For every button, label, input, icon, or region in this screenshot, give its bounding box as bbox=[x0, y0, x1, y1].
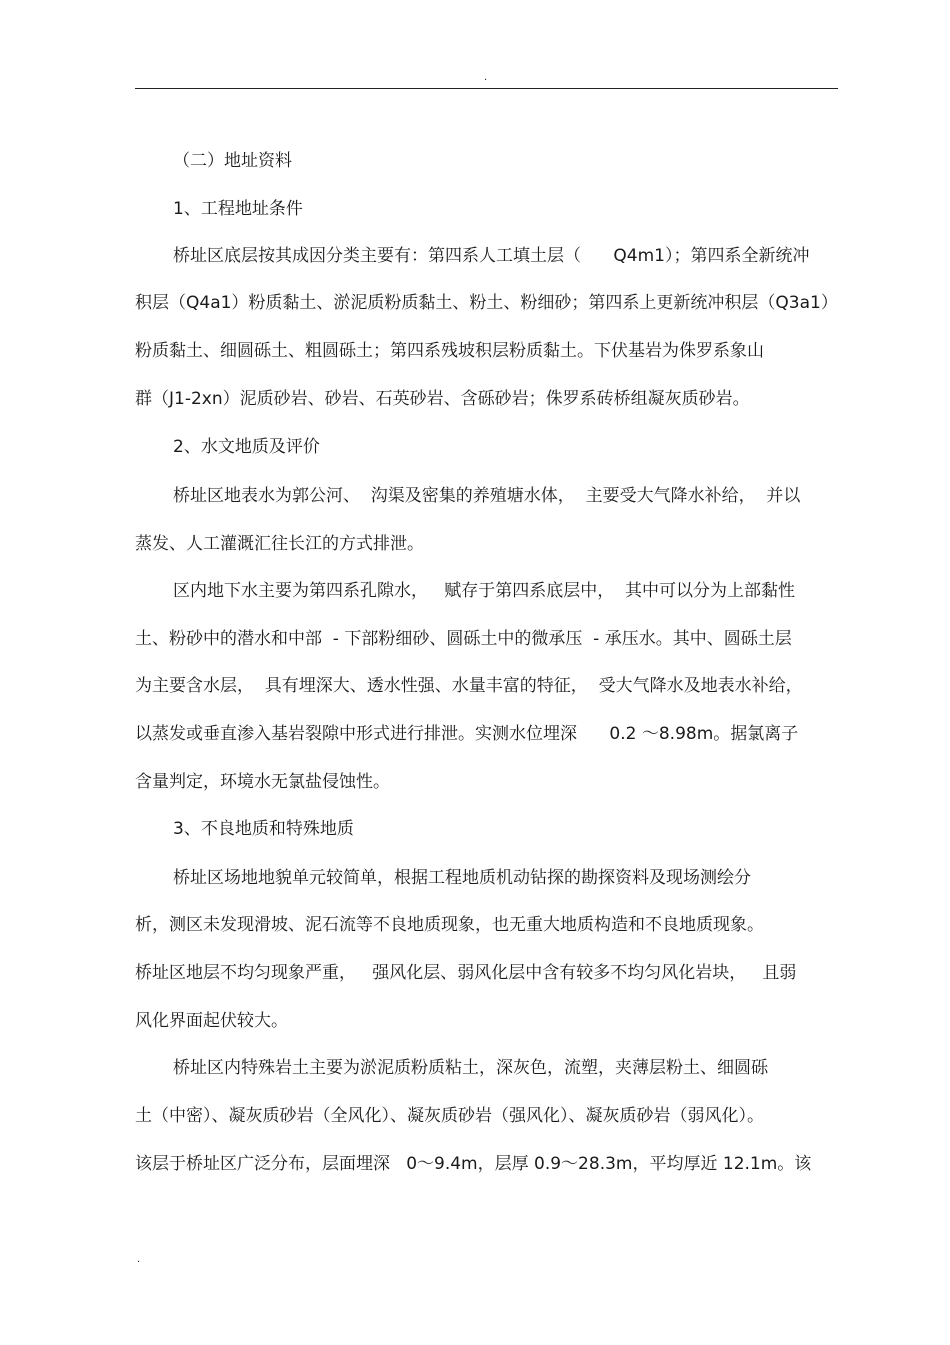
subsection-heading: 3、不良地质和特殊地质 bbox=[173, 819, 354, 839]
header-dot: . bbox=[484, 72, 488, 83]
paragraph-line: 积层（Q4a1）粉质黏土、淤泥质粉质黏土、粉土、粉细砂；第四系上更新统冲积层（Q3a1） bbox=[135, 293, 838, 313]
paragraph-line: 桥址区地表水为郭公河、 沟渠及密集的养殖塘水体， 主要受大气降水补给， 并以 bbox=[173, 486, 801, 506]
paragraph-line: 桥址区内特殊岩土主要为淤泥质粉质粘土，深灰色，流塑，夹薄层粉土、细圆砾 bbox=[173, 1058, 768, 1078]
subsection-heading: 1、工程地址条件 bbox=[173, 199, 303, 219]
paragraph-line: 风化界面起伏较大。 bbox=[135, 1011, 288, 1031]
header-rule bbox=[135, 88, 838, 89]
paragraph-line: 含量判定，环境水无氯盐侵蚀性。 bbox=[135, 772, 390, 792]
paragraph-line: 蒸发、人工灌溉汇往长江的方式排泄。 bbox=[135, 534, 424, 554]
paragraph-line: 区内地下水主要为第四系孔隙水， 赋存于第四系底层中， 其中可以分为上部黏性 bbox=[173, 581, 796, 601]
paragraph-line: 该层于桥址区广泛分布，层面埋深 0～9.4m，层厚 0.9～28.3m，平均厚近 12.1m。该 bbox=[135, 1154, 812, 1174]
paragraph-line: 粉质黏土、细圆砾土、粗圆砾土；第四系残坡积层粉质黏土。下伏基岩为侏罗系象山 bbox=[135, 341, 764, 361]
paragraph-line: 为主要含水层， 具有埋深大、透水性强、水量丰富的特征， 受大气降水及地表水补给， bbox=[135, 676, 803, 696]
footer-dot: . bbox=[137, 1254, 141, 1265]
paragraph-line: 桥址区底层按其成因分类主要有：第四系人工填土层（ Q4m1）；第四系全新统冲 bbox=[173, 246, 810, 266]
paragraph-line: 土、粉砂中的潜水和中部 - 下部粉细砂、圆砾土中的微承压 - 承压水。其中、圆砾土层 bbox=[135, 629, 792, 649]
paragraph-line: 土（中密）、凝灰质砂岩（全风化）、凝灰质砂岩（强风化）、凝灰质砂岩（弱风化）。 bbox=[135, 1106, 764, 1126]
paragraph-line: 以蒸发或垂直渗入基岩裂隙中形式进行排泄。实测水位埋深 0.2 ～8.98m。据氯离子 bbox=[135, 724, 799, 744]
paragraph-line: 析，测区未发现滑坡、泥石流等不良地质现象，也无重大地质构造和不良地质现象。 bbox=[135, 915, 764, 935]
paragraph-line: 桥址区地层不均匀现象严重， 强风化层、弱风化层中含有较多不均匀风化岩块， 且弱 bbox=[135, 963, 797, 983]
paragraph-line: 桥址区场地地貌单元较简单，根据工程地质机动钻探的勘探资料及现场测绘分 bbox=[173, 868, 751, 888]
paragraph-line: 群（J1-2xn）泥质砂岩、砂岩、石英砂岩、含砾砂岩；侏罗系砖桥组凝灰质砂岩。 bbox=[135, 389, 750, 409]
section-heading: （二）地址资料 bbox=[173, 151, 292, 171]
subsection-heading: 2、水文地质及评价 bbox=[173, 437, 320, 457]
